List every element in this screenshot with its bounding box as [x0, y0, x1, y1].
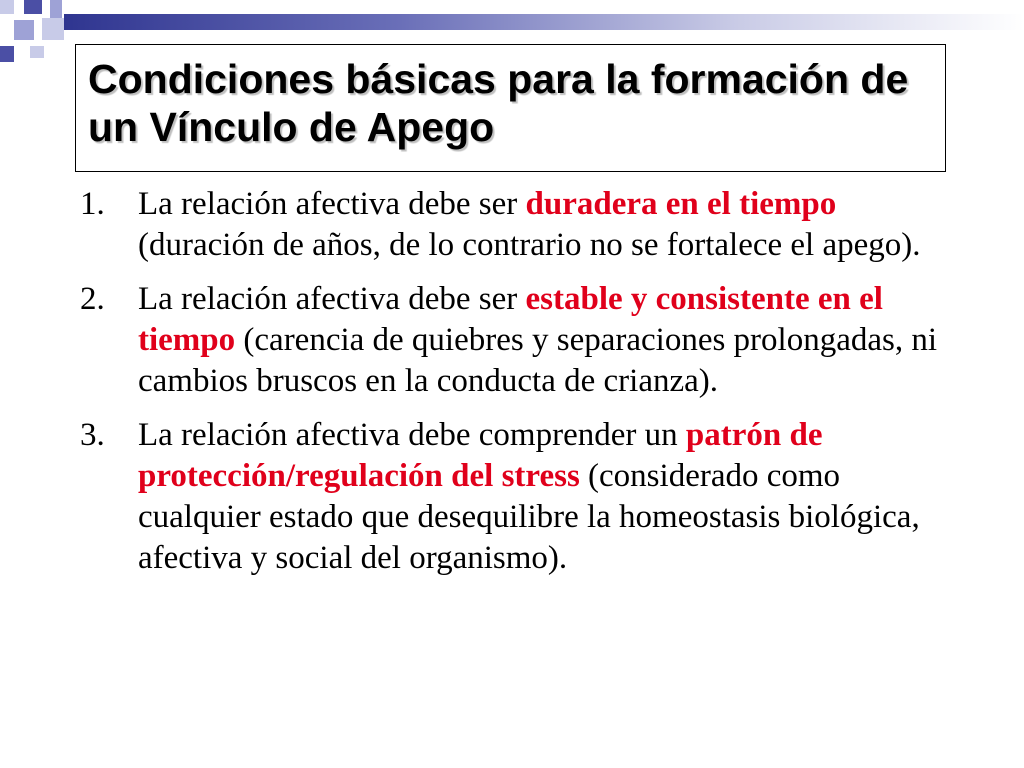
- item-number: 1.: [80, 186, 105, 222]
- decorative-square: [42, 18, 64, 40]
- decorative-square: [50, 0, 62, 18]
- list-item: [80, 415, 960, 579]
- item-text-before: La relación afectiva debe comprender un: [138, 417, 686, 453]
- item-text: [138, 415, 960, 579]
- decorative-square: [24, 0, 42, 14]
- list-item: [80, 184, 960, 266]
- decorative-square: [30, 46, 44, 58]
- top-gradient-bar: [64, 14, 1024, 30]
- item-text: [138, 279, 960, 402]
- item-text-after: (duración de años, de lo contrario no se fortalece el apego).: [138, 227, 921, 263]
- item-text-after: (considerado como cualquier estado que desequilibre la homeostasis biológica, afectiva y social del organismo).: [138, 458, 920, 576]
- condition-list: [80, 184, 960, 592]
- item-highlight: duradera en el tiempo: [525, 186, 837, 222]
- item-number: 3.: [80, 417, 105, 453]
- slide-title: Condiciones básicas para la formación de un Vínculo de Apego: [88, 56, 909, 150]
- decorative-square: [0, 0, 14, 14]
- decorative-square: [0, 46, 14, 62]
- title-box: [75, 44, 946, 172]
- item-text: [138, 184, 960, 266]
- list-item: [80, 279, 960, 402]
- item-text-after: (carencia de quiebres y separaciones prolongadas, ni cambios bruscos en la conducta de crianza).: [138, 322, 938, 399]
- item-text-before: La relación afectiva debe ser: [138, 186, 526, 222]
- item-highlight: estable y consistente en el tiempo: [138, 281, 883, 358]
- item-text-before: La relación afectiva debe ser: [138, 281, 526, 317]
- item-highlight: patrón de protección/regulación del stress: [138, 417, 823, 494]
- decorative-square: [14, 20, 34, 40]
- item-number: 2.: [80, 281, 105, 317]
